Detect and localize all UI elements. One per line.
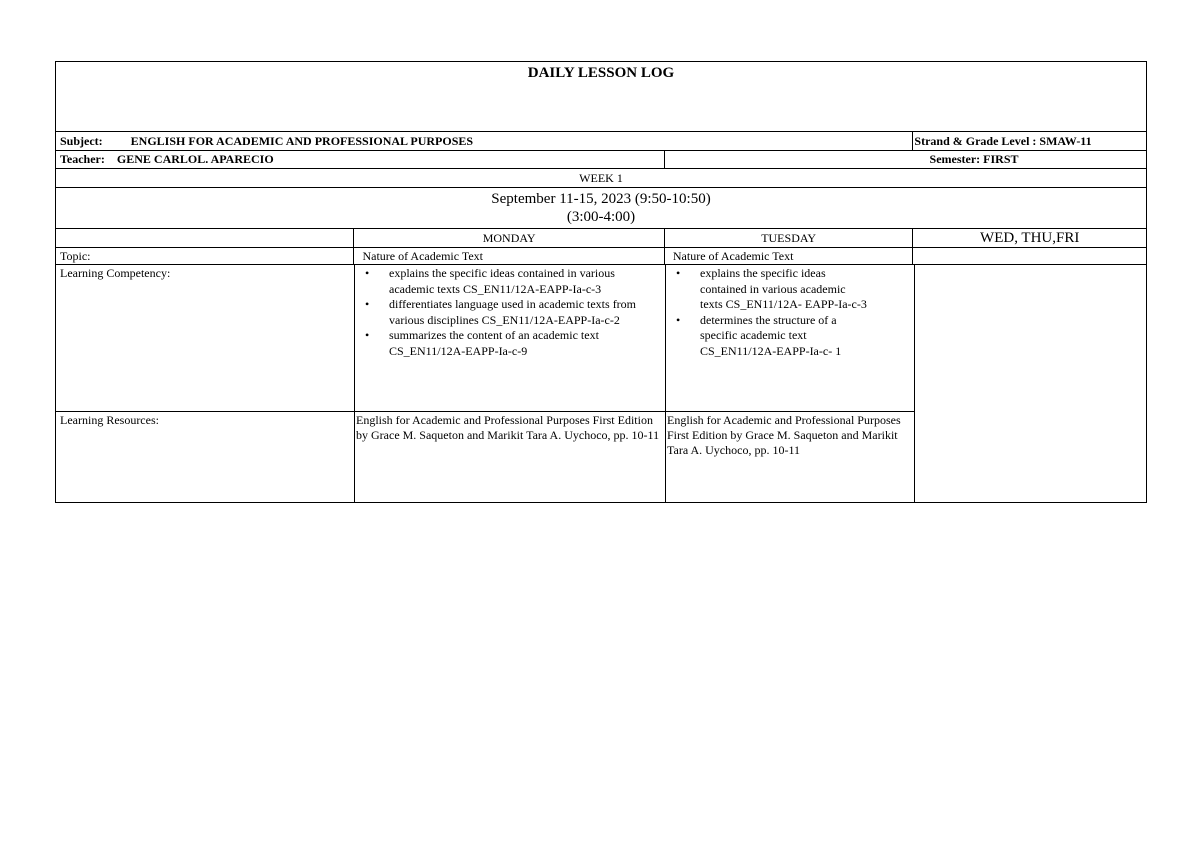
competency-resources-block bbox=[56, 265, 1146, 502]
list-item: • explains the specific ideas contained in various academic texts CS_EN11/12A- EAPP-Ia-c-3 bbox=[676, 266, 867, 311]
resources-row bbox=[56, 412, 915, 502]
competency-label: Learning Competency: bbox=[56, 265, 355, 411]
topic-wed-thu-fri bbox=[913, 248, 1146, 264]
time-range: (3:00-4:00) bbox=[566, 209, 636, 225]
date-row bbox=[56, 188, 1146, 229]
resources-monday: English for Academic and Professional Purposes First Edition by Grace M. Saqueton and Marikit Tara A. Uychoco, pp. 10-11 bbox=[355, 412, 666, 502]
competency-tuesday-list bbox=[670, 266, 911, 359]
list-item: • differentiates language used in academic texts from various disciplines CS_EN11/12A-EAPP-Ia-c-2 bbox=[365, 297, 637, 327]
date-range: September 11-15, 2023 (9:50-10:50) bbox=[491, 191, 711, 207]
competency-monday-list bbox=[359, 266, 661, 359]
page-title: DAILY LESSON LOG bbox=[527, 65, 675, 81]
wed-thu-fri-merged-cell bbox=[914, 265, 1146, 502]
day-header-monday: MONDAY bbox=[354, 229, 664, 247]
strand-label: Strand & Grade Level : bbox=[914, 134, 1037, 148]
topic-monday: Nature of Academic Text bbox=[354, 248, 664, 264]
teacher-row bbox=[56, 151, 1146, 169]
strand-value: SMAW-11 bbox=[1039, 134, 1092, 148]
topic-tuesday: Nature of Academic Text bbox=[665, 248, 914, 264]
teacher-label: Teacher: bbox=[60, 152, 105, 166]
list-item: • determines the structure of a specific academic text CS_EN11/12A-EAPP-Ia-c- 1 bbox=[676, 312, 842, 358]
strand-cell bbox=[913, 132, 1146, 150]
topic-row bbox=[56, 248, 1146, 265]
week-label: WEEK 1 bbox=[579, 171, 623, 185]
teacher-value: GENE CARLOL. APARECIO bbox=[116, 152, 274, 166]
competency-row bbox=[56, 265, 915, 412]
list-item: • explains the specific ideas contained in various academic texts CS_EN11/12A-EAPP-Ia-c-3 bbox=[365, 266, 615, 296]
list-item: • summarizes the content of an academic text CS_EN11/12A-EAPP-Ia-c-9 bbox=[365, 328, 599, 358]
daily-lesson-log-table bbox=[55, 61, 1147, 503]
resources-tuesday: English for Academic and Professional Purposes First Edition by Grace M. Saqueton and Marikit Tara A. Uychoco, pp. 10-11 bbox=[667, 413, 901, 457]
day-header-empty bbox=[56, 229, 354, 247]
resources-label: Learning Resources: bbox=[56, 412, 355, 502]
date-cell bbox=[56, 188, 1146, 228]
subject-value: ENGLISH FOR ACADEMIC AND PROFESSIONAL PURPOSES bbox=[130, 134, 474, 148]
competency-monday bbox=[355, 265, 666, 411]
subject-row bbox=[56, 132, 1146, 151]
day-header-wed-thu-fri: WED, THU,FRI bbox=[980, 230, 1080, 246]
teacher-cell bbox=[56, 151, 665, 168]
topic-label: Topic: bbox=[56, 248, 354, 264]
semester-value: Semester: FIRST bbox=[929, 152, 1019, 166]
day-header-row bbox=[56, 229, 1146, 248]
competency-tuesday bbox=[666, 265, 915, 411]
title-row bbox=[56, 62, 1146, 132]
semester-cell bbox=[665, 151, 1146, 168]
subject-cell bbox=[56, 132, 913, 150]
subject-label: Subject: bbox=[60, 134, 103, 148]
day-header-tuesday: TUESDAY bbox=[665, 229, 914, 247]
week-row bbox=[56, 169, 1146, 188]
